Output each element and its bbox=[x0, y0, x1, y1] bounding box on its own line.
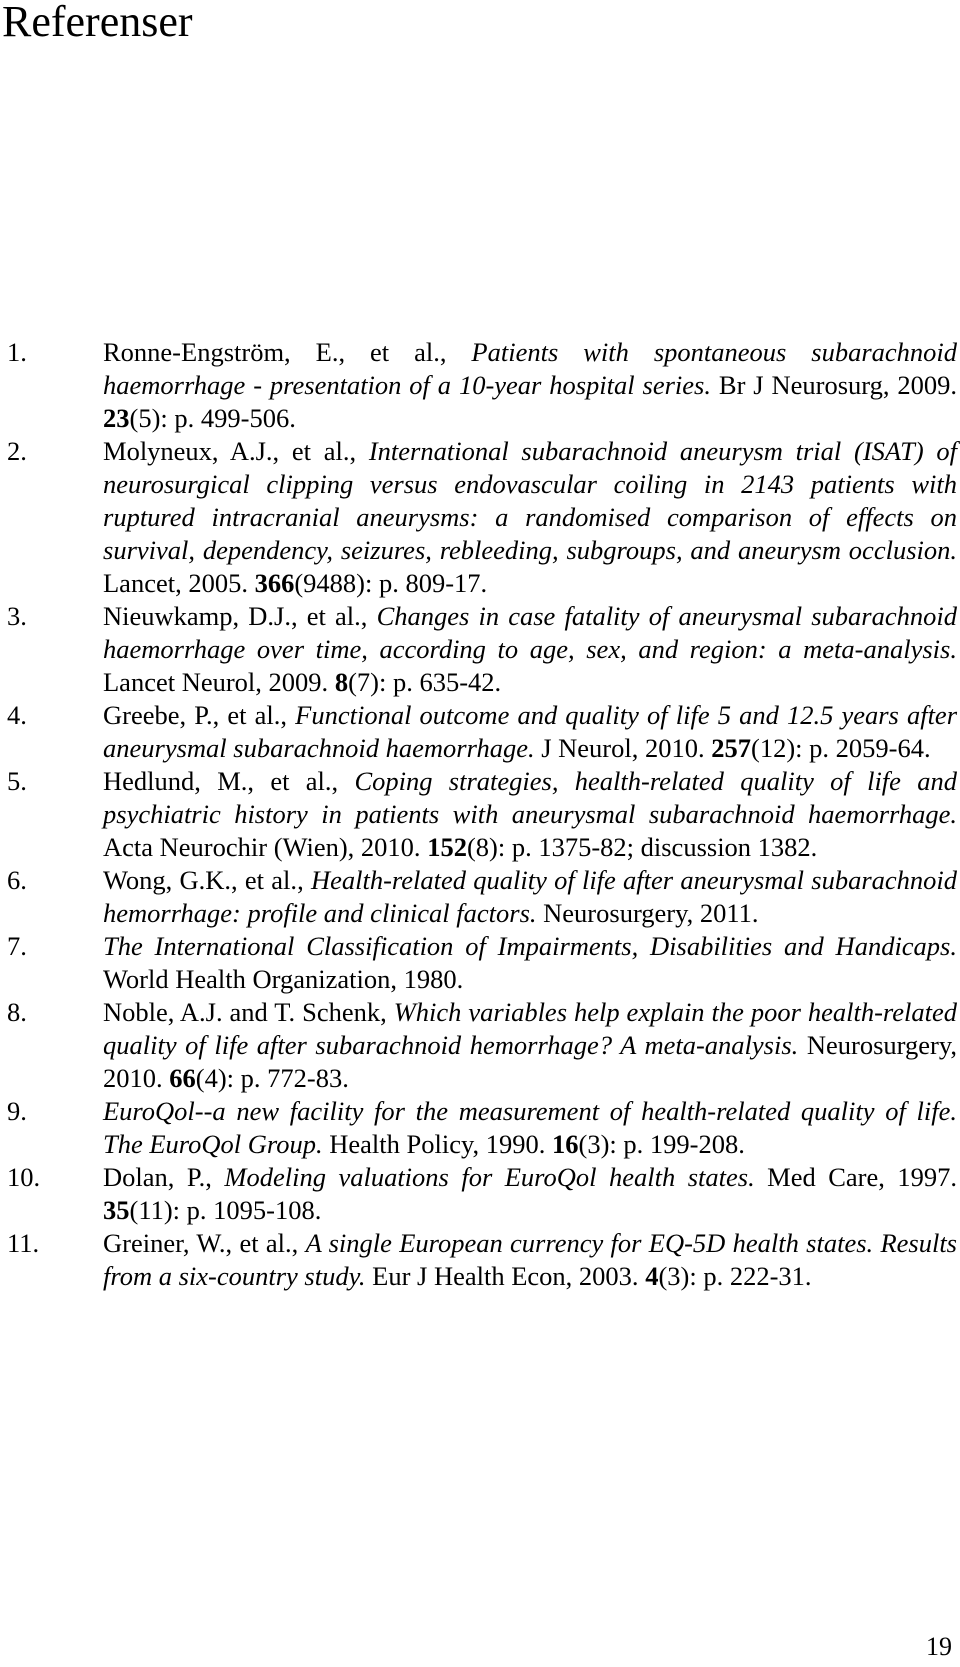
reference-journal: Lancet Neurol, 2009. bbox=[103, 667, 335, 697]
reference-separator: , bbox=[291, 1228, 306, 1258]
reference-volume: 8 bbox=[334, 667, 349, 697]
reference-title: Patients with spontaneous subarachnoid haemorrhage - presentation of a 10-year hospital series. bbox=[103, 337, 958, 400]
reference-separator: , bbox=[297, 865, 311, 895]
reference-text bbox=[103, 1096, 957, 1159]
reference-journal: Neurosurgery, 2010. bbox=[103, 1030, 958, 1093]
reference-separator: , bbox=[331, 766, 355, 796]
reference-text bbox=[103, 436, 957, 598]
reference-title: Changes in case fatality of aneurysmal subarachnoid haemorrhage over time, according to age, sex, and region: a meta-analysis. bbox=[103, 601, 957, 664]
reference-number: 7. bbox=[7, 931, 27, 961]
reference-issue: (7): p. 635-42. bbox=[348, 667, 502, 697]
reference-authors: Dolan, P. bbox=[103, 1162, 206, 1192]
reference-title: International subarachnoid aneurysm trial (ISAT) of neurosurgical clipping versus endovascular coiling in 2143 patients with ruptured intracranial aneurysms: a randomised comparison of effects on survival, dependency, seizures, rebleeding, subgroups, and aneurysm occlusion. bbox=[103, 436, 957, 565]
reference-issue: (3): p. 199-208. bbox=[578, 1129, 745, 1159]
reference-separator: , bbox=[280, 700, 296, 730]
reference-journal: Eur J Health Econ, 2003. bbox=[365, 1261, 646, 1291]
reference-number: 1. bbox=[7, 337, 27, 367]
reference-issue: (9488): p. 809-17. bbox=[294, 568, 488, 598]
reference-volume: 35 bbox=[103, 1195, 130, 1225]
reference-volume: 366 bbox=[254, 568, 295, 598]
reference-item bbox=[0, 1161, 957, 1227]
reference-volume: 152 bbox=[427, 832, 467, 862]
reference-volume: 66 bbox=[169, 1063, 196, 1093]
reference-journal: J Neurol, 2010. bbox=[534, 733, 712, 763]
reference-text bbox=[103, 766, 957, 862]
reference-number: 3. bbox=[7, 601, 27, 631]
reference-item bbox=[0, 864, 957, 930]
reference-text bbox=[103, 601, 957, 697]
reference-number: 2. bbox=[7, 436, 27, 466]
reference-journal: Br J Neurosurg, 2009. bbox=[711, 370, 958, 400]
reference-item bbox=[0, 600, 957, 699]
reference-authors: Wong, G.K., et al. bbox=[103, 865, 298, 895]
reference-authors: Ronne-Engström, E., et al. bbox=[103, 337, 440, 367]
reference-issue: (8): p. 1375-82; discussion 1382. bbox=[466, 832, 818, 862]
reference-journal: World Health Organization, 1980. bbox=[103, 964, 464, 994]
reference-title: Coping strategies, health-related quality of life and psychiatric history in patients with aneurysmal subarachnoid haemorrhage. bbox=[103, 766, 957, 829]
reference-journal: Health Policy, 1990. bbox=[322, 1129, 552, 1159]
reference-title: Modeling valuations for EuroQol health states. bbox=[224, 1162, 755, 1192]
reference-authors: Greebe, P., et al. bbox=[103, 700, 281, 730]
reference-authors: Molyneux, A.J., et al. bbox=[103, 436, 350, 466]
reference-authors: Hedlund, M., et al. bbox=[103, 766, 332, 796]
reference-list bbox=[0, 336, 960, 1293]
reference-text bbox=[103, 865, 957, 928]
reference-number: 5. bbox=[7, 766, 27, 796]
reference-authors: Greiner, W., et al. bbox=[103, 1228, 292, 1258]
reference-journal: Med Care, 1997. bbox=[754, 1162, 957, 1192]
reference-item bbox=[0, 699, 957, 765]
reference-title: Which variables help explain the poor health-related quality of life after subarachnoid hemorrhage? A meta-analysis. bbox=[103, 997, 958, 1060]
reference-separator: , bbox=[205, 1162, 225, 1192]
reference-separator: , bbox=[439, 337, 472, 367]
reference-volume: 4 bbox=[645, 1261, 659, 1291]
reference-journal: Acta Neurochir (Wien), 2010. bbox=[103, 832, 428, 862]
reference-text bbox=[103, 337, 957, 433]
reference-item bbox=[0, 1227, 957, 1293]
reference-title: Health-related quality of life after aneurysmal subarachnoid hemorrhage: profile and clinical factors. bbox=[103, 865, 958, 928]
reference-text bbox=[103, 997, 957, 1093]
reference-text bbox=[103, 700, 957, 763]
reference-number: 4. bbox=[7, 700, 27, 730]
page-title: Referenser bbox=[2, 0, 193, 46]
reference-item bbox=[0, 996, 957, 1095]
reference-volume: 257 bbox=[711, 733, 751, 763]
reference-item bbox=[0, 930, 957, 996]
reference-text bbox=[103, 1228, 957, 1291]
page-number: 19 bbox=[926, 1632, 952, 1661]
reference-authors: Nieuwkamp, D.J., et al. bbox=[103, 601, 361, 631]
reference-item bbox=[0, 336, 957, 435]
reference-issue: (3): p. 222-31. bbox=[658, 1261, 812, 1291]
reference-text bbox=[103, 1162, 957, 1225]
reference-separator: , bbox=[380, 997, 394, 1027]
reference-number: 6. bbox=[7, 865, 27, 895]
reference-volume: 23 bbox=[103, 403, 130, 433]
reference-number: 10. bbox=[7, 1162, 41, 1192]
reference-separator: , bbox=[360, 601, 377, 631]
reference-title: Functional outcome and quality of life 5 and 12.5 years after aneurysmal subarachnoid haemorrhage. bbox=[103, 700, 958, 763]
reference-issue: (11): p. 1095-108. bbox=[129, 1195, 322, 1225]
reference-item bbox=[0, 435, 957, 600]
reference-issue: (5): p. 499-506. bbox=[129, 403, 296, 433]
reference-text bbox=[103, 931, 957, 994]
reference-number: 8. bbox=[7, 997, 27, 1027]
reference-number: 11. bbox=[7, 1228, 40, 1258]
reference-issue: (4): p. 772-83. bbox=[195, 1063, 349, 1093]
reference-title: The International Classification of Impairments, Disabilities and Handicaps. bbox=[103, 931, 957, 961]
reference-item bbox=[0, 1095, 957, 1161]
reference-title: A single European currency for EQ-5D health states. Results from a six-country study. bbox=[103, 1228, 957, 1291]
reference-journal: Lancet, 2005. bbox=[103, 568, 255, 598]
reference-volume: 16 bbox=[552, 1129, 579, 1159]
reference-authors: Noble, A.J. and T. Schenk bbox=[103, 997, 381, 1027]
reference-number: 9. bbox=[7, 1096, 27, 1126]
reference-title: EuroQol--a new facility for the measurement of health-related quality of life. The EuroQol Group. bbox=[103, 1096, 957, 1159]
reference-issue: (12): p. 2059-64. bbox=[751, 733, 931, 763]
reference-journal: Neurosurgery, 2011. bbox=[536, 898, 759, 928]
reference-item bbox=[0, 765, 957, 864]
reference-separator: , bbox=[349, 436, 369, 466]
